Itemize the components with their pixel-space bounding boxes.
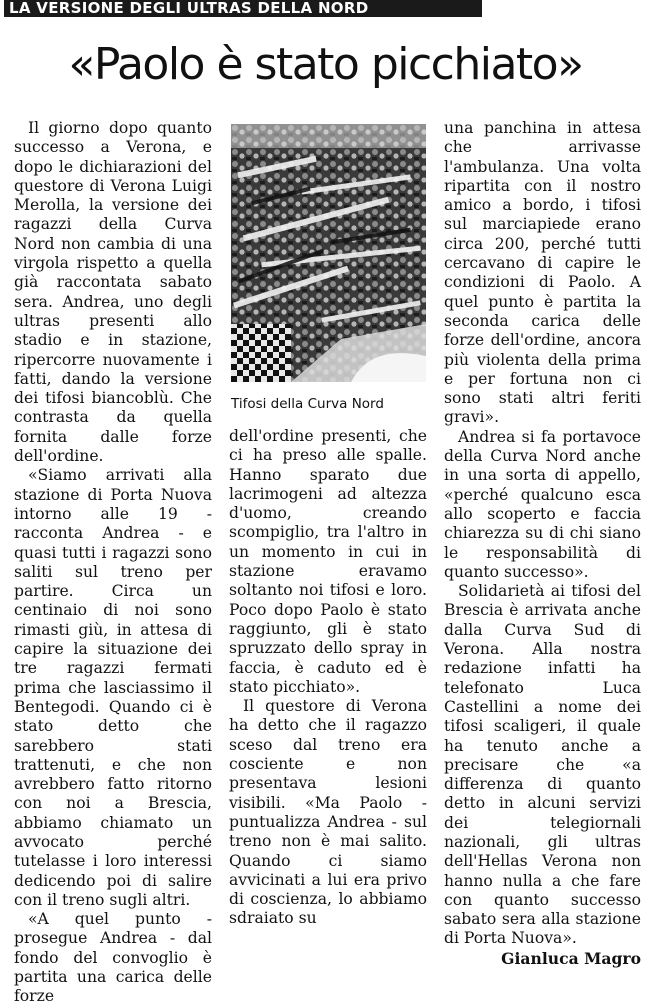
article-column-2 [229,427,427,929]
paragraph: Solidarietà ai tifosi del Brescia è arrivata anche dalla Curva Sud di Verona. Alla nostra redazione infatti ha telefonato Luca Castellini a nome dei tifosi scaligeri, il quale ha tenuto anche a precisare che «a differenza di quanto detto in alcuni servizi dei telegiornali nazionali, gli ultras dell'Hellas Verona non hanno nulla a che fare con quanto successo sabato sera alla stazione di Porta Nuova». [444,582,641,948]
paragraph: Il giorno dopo quanto successo a Verona, e dopo le dichiarazioni del questore di Verona Luigi Merolla, la versione dei ragazzi della Curva Nord non cambia di una virgola rispetto a quella già raccontata sabato sera. Andrea, uno degli ultras presenti allo stadio e in stazione, ripercorre nuovamente i fatti, dando la versione dei tifosi biancoblù. Che contrasta da quella fornita dalle forze dell'ordine. [14,119,212,466]
paragraph: «Siamo arrivati alla stazione di Porta Nuova intorno alle 19 - racconta Andrea - e quasi tutti i ragazzi sono saliti sul treno per partire. Circa un centinaio di noi sono rimasti giù, in attesa di capire la situazione dei tre ragazzi fermati prima che lasciassimo il Bentegodi. Quando ci è stato detto che sarebbero stati trattenuti, e che non avrebbero fatto ritorno con noi a Brescia, abbiamo chiamato un avvocato perché tutelasse i loro interessi dedicendo poi di salire con il treno sugli altri. [14,466,212,909]
crowd-photo [231,124,426,382]
byline: Gianluca Magro [501,948,641,968]
article-column-1 [14,119,212,1007]
article-column-3 [444,119,641,968]
photo-caption: Tifosi della Curva Nord [231,396,384,412]
section-kicker: LA VERSIONE DEGLI ULTRAS DELLA NORD [4,0,482,17]
paragraph: «A quel punto - prosegue Andrea - dal fondo del convoglio è partita una carica delle forze [14,910,212,1006]
headline: «Paolo è stato picchiato» [68,39,583,90]
paragraph: Il questore di Verona ha detto che il ragazzo sceso dal treno era cosciente e non presentava lesioni visibili. «Ma Paolo - puntualizza Andrea - sul treno non è mai salito. Quando ci siamo avvicinati a lui era privo di coscienza, lo abbiamo sdraiato su [229,697,427,928]
paragraph: dell'ordine presenti, che ci ha preso alle spalle. Hanno sparato due lacrimogeni ad altezza d'uomo, creando scompiglio, tra l'altro in un momento in cui in stazione eravamo soltanto noi tifosi e loro. Poco dopo Paolo è stato raggiunto, gli è stato spruzzato dello spray in faccia, è caduto ed è stato picchiato». [229,427,427,696]
paragraph: una panchina in attesa che arrivasse l'ambulanza. Una volta ripartita con il nostro amico a bordo, i tifosi sul marciapiede erano circa 200, perché tutti cercavano di capire le condizioni di Paolo. A quel punto è partita la seconda carica delle forze dell'ordine, ancora più violenta della prima e per fortuna non ci sono stati altri feriti gravi». [444,119,641,427]
paragraph: Andrea si fa portavoce della Curva Nord anche in una sorta di appello, «perché qualcuno esca allo scoperto e faccia chiarezza su di chi siano le responsabilità di quanto successo». [444,427,641,581]
